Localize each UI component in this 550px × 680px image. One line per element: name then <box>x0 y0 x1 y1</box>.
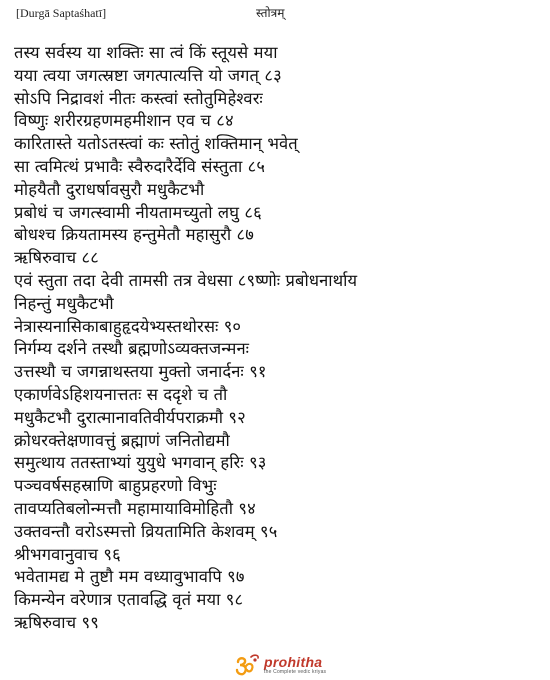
verse-list <box>14 42 544 635</box>
logo-tagline: the Complete vedic kriyas <box>264 669 327 675</box>
verse-line: उत्तस्थौ च जगन्नाथस्तया मुक्तो जनार्दनः ९१ <box>14 362 267 382</box>
verse-line: एवं स्तुता तदा देवी तामसी तत्र वेधसा ८९ष्णोः प्रबोधनार्थाय <box>14 270 358 290</box>
verse-line: पञ्चवर्षसहस्राणि बाहुप्रहरणो विभुः <box>14 476 217 496</box>
prohitha-logo <box>234 652 326 678</box>
verse-line: मधुकैटभौ दुरात्मानावतिवीर्यपराक्रमौ ९२ <box>14 407 246 427</box>
om-icon <box>234 653 262 677</box>
verse-line: श्रीभगवानुवाच ९६ <box>14 544 121 564</box>
verse-line: कारितास्ते यतोऽतस्त्वां कः स्तोतुं शक्तिमान् भवेत् <box>14 134 298 154</box>
verse-line: सा त्वमित्थं प्रभावैः स्वैरुदारैर्देवि संस्तुता ८५ <box>14 156 266 176</box>
verse-line: उक्तवन्तौ वरोऽस्मत्तो व्रियतामिति केशवम् ९५ <box>14 521 278 541</box>
verse-line: मोहयैतौ दुराधर्षावसुरौ मधुकैटभौ <box>14 179 205 199</box>
verse-line: समुत्थाय ततस्ताभ्यां युयुधे भगवान् हरिः ९३ <box>14 453 267 473</box>
verse-line: भवेतामद्य मे तुष्टौ मम वध्यावुभावपि ९७ <box>14 567 245 587</box>
verse-line: नेत्रास्यनासिकाबाहुहृदयेभ्यस्तथोरसः ९० <box>14 316 242 336</box>
book-title: [Durgā Saptaśhatī] <box>16 6 107 20</box>
section-title: स्तोत्रम् <box>256 6 285 20</box>
verse-line: प्रबोधं च जगत्स्वामी नीयतामच्युतो लघु ८६ <box>14 202 262 222</box>
verse-line: सोऽपि निद्रावशं नीतः कस्त्वां स्तोतुमिहेश्वरः <box>14 88 263 108</box>
verse-line: ऋषिरुवाच ९९ <box>14 612 99 632</box>
verse-line: तस्य सर्वस्य या शक्तिः सा त्वं किं स्तूयसे मया <box>14 43 278 62</box>
verse-line: किमन्येन वरेणात्र एतावद्धि वृतं मया ९८ <box>14 590 244 610</box>
verse-line: तावप्यतिबलोन्मत्तौ महामायाविमोहितौ ९४ <box>14 498 256 518</box>
logo-name: prohitha <box>264 654 323 670</box>
verse-line: ऋषिरुवाच ८८ <box>14 248 99 268</box>
verse-line: निर्गम्य दर्शने तस्थौ ब्रह्मणोऽव्यक्तजन्मनः <box>14 339 250 359</box>
page-header <box>0 0 550 30</box>
verse-line: यया त्वया जगत्स्रष्टा जगत्पात्यत्ति यो जगत् ८३ <box>14 65 282 85</box>
verse-line: निहन्तुं मधुकैटभौ <box>14 293 114 313</box>
verse-line: विष्णुः शरीरग्रहणमहमीशान एव च ८४ <box>14 111 234 131</box>
verse-line: एकार्णवेऽहिशयनात्ततः स ददृशे च तौ <box>14 384 228 404</box>
verse-line: बोधश्च क्रियतामस्य हन्तुमेतौ महासुरौ ८७ <box>14 225 254 245</box>
verse-line: क्रोधरक्तेक्षणावत्तुं ब्रह्माणं जनितोद्यमौ <box>14 430 230 450</box>
